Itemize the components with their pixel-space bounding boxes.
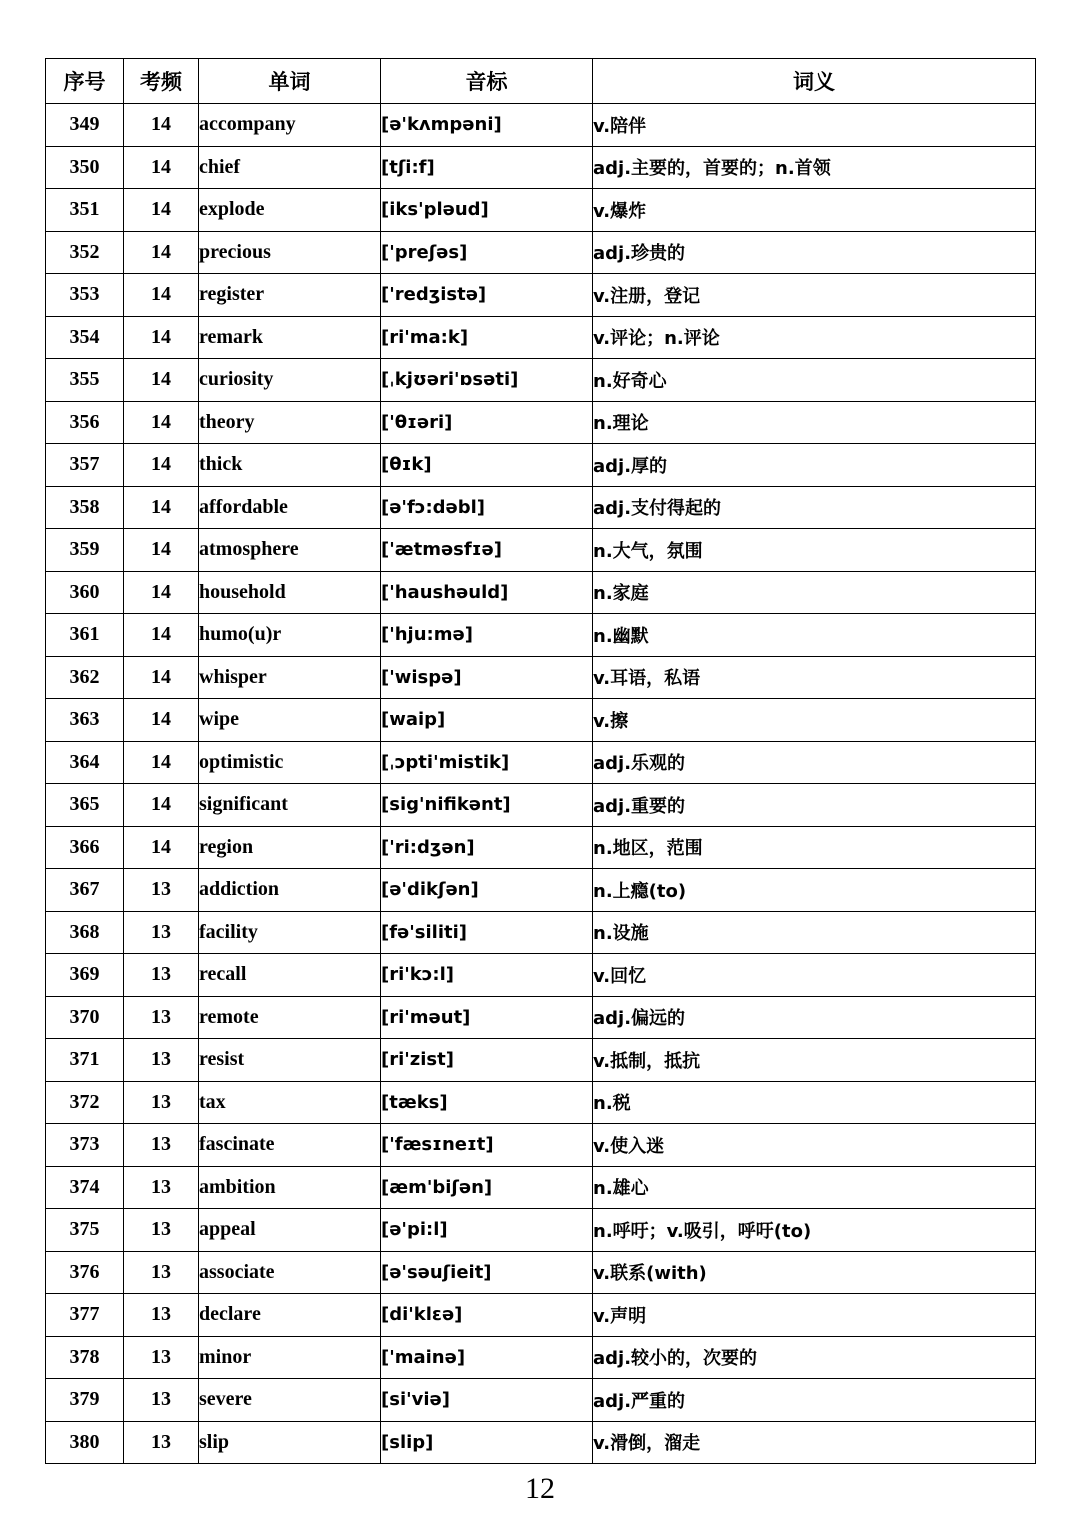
row-word: curiosity <box>199 359 381 402</box>
row-phonetic: [æm'biʃən] <box>381 1166 593 1209</box>
row-index: 363 <box>46 699 124 742</box>
table-row <box>46 1336 1036 1379</box>
row-meaning: adj.偏远的 <box>593 996 1036 1039</box>
row-frequency: 13 <box>124 911 199 954</box>
table-row <box>46 104 1036 147</box>
row-index: 364 <box>46 741 124 784</box>
column-header-meaning: 词义 <box>593 59 1036 104</box>
row-index: 371 <box>46 1039 124 1082</box>
row-index: 376 <box>46 1251 124 1294</box>
row-word: facility <box>199 911 381 954</box>
table-row <box>46 1421 1036 1464</box>
row-meaning: adj.乐观的 <box>593 741 1036 784</box>
table-row <box>46 274 1036 317</box>
row-index: 378 <box>46 1336 124 1379</box>
row-word: recall <box>199 954 381 997</box>
row-frequency: 14 <box>124 189 199 232</box>
row-word: declare <box>199 1294 381 1337</box>
row-frequency: 13 <box>124 1209 199 1252</box>
row-meaning: v.联系(with) <box>593 1251 1036 1294</box>
row-phonetic: [ə'kʌmpəni] <box>381 104 593 147</box>
row-phonetic: [ə'pi:l] <box>381 1209 593 1252</box>
row-frequency: 14 <box>124 359 199 402</box>
vocabulary-table <box>45 58 1036 1464</box>
row-word: appeal <box>199 1209 381 1252</box>
table-row <box>46 954 1036 997</box>
row-index: 379 <box>46 1379 124 1422</box>
table-row <box>46 1251 1036 1294</box>
table-row <box>46 614 1036 657</box>
table-row <box>46 1039 1036 1082</box>
row-word: thick <box>199 444 381 487</box>
row-index: 361 <box>46 614 124 657</box>
row-index: 368 <box>46 911 124 954</box>
row-index: 356 <box>46 401 124 444</box>
table-row <box>46 1209 1036 1252</box>
row-word: remote <box>199 996 381 1039</box>
table-row <box>46 784 1036 827</box>
row-phonetic: ['fæsɪneɪt] <box>381 1124 593 1167</box>
row-index: 355 <box>46 359 124 402</box>
row-word: fascinate <box>199 1124 381 1167</box>
row-phonetic: [si'viə] <box>381 1379 593 1422</box>
table-row <box>46 486 1036 529</box>
row-phonetic: [di'klɛə] <box>381 1294 593 1337</box>
row-frequency: 13 <box>124 1124 199 1167</box>
table-row <box>46 699 1036 742</box>
row-phonetic: [ri'ma:k] <box>381 316 593 359</box>
row-word: significant <box>199 784 381 827</box>
row-meaning: v.声明 <box>593 1294 1036 1337</box>
row-meaning: n.雄心 <box>593 1166 1036 1209</box>
row-frequency: 14 <box>124 146 199 189</box>
row-phonetic: [ˌkjʊəri'ɒsəti] <box>381 359 593 402</box>
row-index: 367 <box>46 869 124 912</box>
row-phonetic: [ˌɔpti'mistik] <box>381 741 593 784</box>
row-phonetic: ['θɪəri] <box>381 401 593 444</box>
row-meaning: adj.较小的，次要的 <box>593 1336 1036 1379</box>
row-phonetic: ['redʒistə] <box>381 274 593 317</box>
row-meaning: v.抵制，抵抗 <box>593 1039 1036 1082</box>
row-phonetic: ['haushəuld] <box>381 571 593 614</box>
row-meaning: adj.主要的，首要的；n.首领 <box>593 146 1036 189</box>
row-meaning: n.税 <box>593 1081 1036 1124</box>
row-word: resist <box>199 1039 381 1082</box>
row-frequency: 14 <box>124 444 199 487</box>
page-number: 12 <box>525 1472 555 1505</box>
row-meaning: n.理论 <box>593 401 1036 444</box>
row-phonetic: [sig'nifikənt] <box>381 784 593 827</box>
row-frequency: 14 <box>124 614 199 657</box>
row-word: optimistic <box>199 741 381 784</box>
row-frequency: 13 <box>124 869 199 912</box>
row-word: ambition <box>199 1166 381 1209</box>
row-word: whisper <box>199 656 381 699</box>
table-row <box>46 571 1036 614</box>
row-index: 360 <box>46 571 124 614</box>
row-word: slip <box>199 1421 381 1464</box>
row-word: remark <box>199 316 381 359</box>
row-word: household <box>199 571 381 614</box>
row-meaning: v.评论；n.评论 <box>593 316 1036 359</box>
row-word: associate <box>199 1251 381 1294</box>
row-index: 358 <box>46 486 124 529</box>
table-row <box>46 996 1036 1039</box>
row-frequency: 13 <box>124 1294 199 1337</box>
row-meaning: n.地区，范围 <box>593 826 1036 869</box>
table-row <box>46 401 1036 444</box>
table-row <box>46 1166 1036 1209</box>
row-index: 380 <box>46 1421 124 1464</box>
row-meaning: n.好奇心 <box>593 359 1036 402</box>
row-index: 349 <box>46 104 124 147</box>
row-index: 366 <box>46 826 124 869</box>
row-meaning: v.耳语，私语 <box>593 656 1036 699</box>
row-frequency: 14 <box>124 571 199 614</box>
table-row <box>46 656 1036 699</box>
row-meaning: adj.厚的 <box>593 444 1036 487</box>
row-index: 377 <box>46 1294 124 1337</box>
row-phonetic: [ri'zist] <box>381 1039 593 1082</box>
row-phonetic: [slip] <box>381 1421 593 1464</box>
row-frequency: 14 <box>124 741 199 784</box>
row-phonetic: ['ætməsfɪə] <box>381 529 593 572</box>
row-phonetic: ['preʃəs] <box>381 231 593 274</box>
row-word: tax <box>199 1081 381 1124</box>
table-body <box>46 104 1036 1464</box>
row-meaning: v.注册，登记 <box>593 274 1036 317</box>
table-row <box>46 1294 1036 1337</box>
table-row <box>46 1379 1036 1422</box>
column-header-phonetic: 音标 <box>381 59 593 104</box>
row-word: theory <box>199 401 381 444</box>
row-frequency: 13 <box>124 1336 199 1379</box>
table-row <box>46 146 1036 189</box>
row-word: wipe <box>199 699 381 742</box>
row-frequency: 13 <box>124 1379 199 1422</box>
row-meaning: v.回忆 <box>593 954 1036 997</box>
row-index: 353 <box>46 274 124 317</box>
row-index: 373 <box>46 1124 124 1167</box>
table-row <box>46 741 1036 784</box>
table-row <box>46 529 1036 572</box>
row-meaning: n.家庭 <box>593 571 1036 614</box>
row-frequency: 13 <box>124 996 199 1039</box>
row-word: accompany <box>199 104 381 147</box>
row-index: 351 <box>46 189 124 232</box>
row-index: 372 <box>46 1081 124 1124</box>
row-phonetic: ['ri:dʒən] <box>381 826 593 869</box>
row-word: humo(u)r <box>199 614 381 657</box>
table-row <box>46 189 1036 232</box>
row-word: register <box>199 274 381 317</box>
row-word: region <box>199 826 381 869</box>
row-frequency: 14 <box>124 826 199 869</box>
table-row <box>46 359 1036 402</box>
row-phonetic: [ri'kɔ:l] <box>381 954 593 997</box>
table-row <box>46 1081 1036 1124</box>
row-word: chief <box>199 146 381 189</box>
row-index: 365 <box>46 784 124 827</box>
row-meaning: adj.珍贵的 <box>593 231 1036 274</box>
row-meaning: adj.严重的 <box>593 1379 1036 1422</box>
row-phonetic: [iks'pləud] <box>381 189 593 232</box>
row-index: 359 <box>46 529 124 572</box>
column-header-frequency: 考频 <box>124 59 199 104</box>
table-header-row <box>46 59 1036 104</box>
row-meaning: n.上瘾(to) <box>593 869 1036 912</box>
row-index: 375 <box>46 1209 124 1252</box>
row-index: 352 <box>46 231 124 274</box>
row-frequency: 14 <box>124 784 199 827</box>
table-row <box>46 231 1036 274</box>
row-meaning: adj.支付得起的 <box>593 486 1036 529</box>
table-row <box>46 1124 1036 1167</box>
row-word: addiction <box>199 869 381 912</box>
row-phonetic: [ri'məut] <box>381 996 593 1039</box>
row-index: 357 <box>46 444 124 487</box>
row-frequency: 13 <box>124 1039 199 1082</box>
table-header <box>46 59 1036 104</box>
row-word: severe <box>199 1379 381 1422</box>
row-meaning: adj.重要的 <box>593 784 1036 827</box>
row-meaning: n.幽默 <box>593 614 1036 657</box>
row-meaning: v.陪伴 <box>593 104 1036 147</box>
row-word: affordable <box>199 486 381 529</box>
row-word: minor <box>199 1336 381 1379</box>
row-index: 369 <box>46 954 124 997</box>
row-phonetic: ['mainə] <box>381 1336 593 1379</box>
row-phonetic: [ə'səuʃieit] <box>381 1251 593 1294</box>
row-index: 350 <box>46 146 124 189</box>
column-header-word: 单词 <box>199 59 381 104</box>
row-frequency: 13 <box>124 954 199 997</box>
row-word: explode <box>199 189 381 232</box>
row-meaning: v.滑倒，溜走 <box>593 1421 1036 1464</box>
row-frequency: 14 <box>124 656 199 699</box>
row-index: 362 <box>46 656 124 699</box>
row-frequency: 14 <box>124 699 199 742</box>
table-row <box>46 826 1036 869</box>
table-row <box>46 869 1036 912</box>
row-meaning: n.设施 <box>593 911 1036 954</box>
row-meaning: v.使入迷 <box>593 1124 1036 1167</box>
row-phonetic: [ə'dikʃən] <box>381 869 593 912</box>
row-meaning: v.爆炸 <box>593 189 1036 232</box>
table-row <box>46 911 1036 954</box>
row-frequency: 14 <box>124 316 199 359</box>
row-frequency: 14 <box>124 104 199 147</box>
table-row <box>46 444 1036 487</box>
row-meaning: n.呼吁；v.吸引，呼吁(to) <box>593 1209 1036 1252</box>
row-phonetic: ['hju:mə] <box>381 614 593 657</box>
row-phonetic: [waip] <box>381 699 593 742</box>
column-header-index: 序号 <box>46 59 124 104</box>
row-frequency: 14 <box>124 486 199 529</box>
row-word: precious <box>199 231 381 274</box>
row-index: 374 <box>46 1166 124 1209</box>
row-phonetic: ['wispə] <box>381 656 593 699</box>
row-frequency: 14 <box>124 231 199 274</box>
row-index: 370 <box>46 996 124 1039</box>
row-frequency: 14 <box>124 401 199 444</box>
row-word: atmosphere <box>199 529 381 572</box>
row-phonetic: [fə'siliti] <box>381 911 593 954</box>
row-frequency: 13 <box>124 1421 199 1464</box>
row-phonetic: [θɪk] <box>381 444 593 487</box>
row-meaning: n.大气，氛围 <box>593 529 1036 572</box>
row-frequency: 13 <box>124 1081 199 1124</box>
row-phonetic: [ə'fɔ:dəbl] <box>381 486 593 529</box>
row-phonetic: [tæks] <box>381 1081 593 1124</box>
row-frequency: 13 <box>124 1251 199 1294</box>
table-row <box>46 316 1036 359</box>
row-phonetic: [tʃi:f] <box>381 146 593 189</box>
row-index: 354 <box>46 316 124 359</box>
row-meaning: v.擦 <box>593 699 1036 742</box>
row-frequency: 14 <box>124 274 199 317</box>
row-frequency: 13 <box>124 1166 199 1209</box>
row-frequency: 14 <box>124 529 199 572</box>
